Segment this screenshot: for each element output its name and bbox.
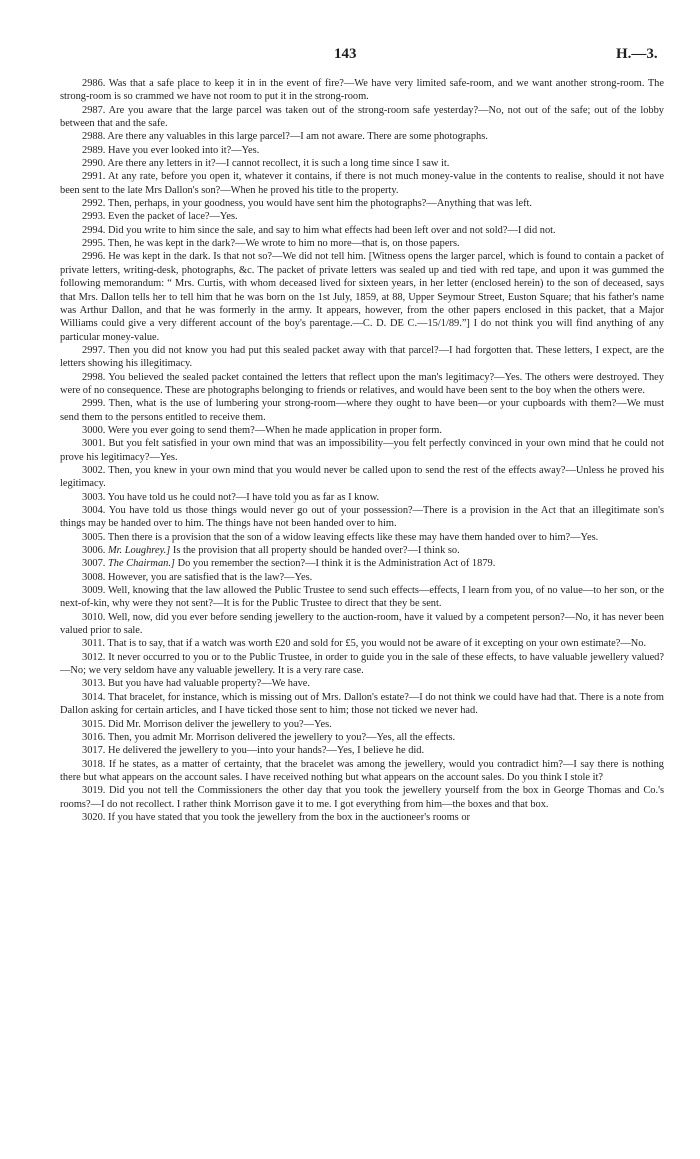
page-header <box>0 46 700 66</box>
question-number: 3019. <box>82 785 106 797</box>
testimony-paragraph <box>60 504 664 531</box>
testimony-paragraph <box>60 584 664 611</box>
testimony-paragraph <box>60 718 664 731</box>
testimony-paragraph <box>60 104 664 131</box>
question-number: 3017. <box>82 745 106 757</box>
question-number: 3016. <box>82 731 106 743</box>
question-number: 3011. <box>82 638 105 650</box>
question-number: 2995. <box>82 238 106 250</box>
question-number: 3004. <box>82 505 106 516</box>
testimony-paragraph <box>60 437 664 464</box>
question-answer-text: Then you did not know you had put this sealed packet away with that parcel?—I had forgotten that. These letters, I expect, are the letters showing his illegitimacy. <box>60 344 664 370</box>
question-number: 2996. <box>82 251 106 263</box>
testimony-paragraph <box>60 250 664 343</box>
question-answer-text: You have told us those things would never go out of your possession?—There is a provision in the Act that an illegitimate son's things may be handed over to him. The things have not been handed over to him. <box>60 505 664 530</box>
question-answer-text: Were you ever going to send them?—When he made application in proper form. <box>107 424 442 436</box>
testimony-paragraph <box>60 731 664 744</box>
question-answer-text: But you have had valuable property?—We have. <box>108 678 310 690</box>
testimony-paragraph <box>60 758 664 785</box>
question-answer-text: Do you remember the section?—I think it is the Administration Act of 1879. <box>174 558 496 570</box>
question-answer-text: Have you ever looked into it?—Yes. <box>108 144 260 156</box>
question-answer-text: Then there is a provision that the son of a widow leaving effects like these may have them handed over to him?—Yes. <box>107 531 599 543</box>
testimony-paragraph <box>60 371 664 398</box>
question-answer-text: Did you write to him since the sale, and say to him what effects had been left over and not sold?—I did not. <box>108 224 556 236</box>
question-number: 3007. <box>82 558 106 570</box>
question-answer-text: Is the provision that all property should be handed over?—I think so. <box>170 545 460 557</box>
question-answer-text: You have told us he could not?—I have told you as far as I know. <box>107 491 380 503</box>
question-number: 3001. <box>82 438 106 450</box>
question-number: 3014. <box>82 691 106 703</box>
question-answer-text: You believed the sealed packet contained the letters that reflect upon the man's legitimacy?—Yes. The others were destroyed. They were of no consequence. These are photographs belonging to friends or relatives, and would have been sent to the boy when the others were. <box>60 371 664 396</box>
question-number: 3009. <box>82 585 106 597</box>
question-answer-text: Then, you admit Mr. Morrison delivered the jewellery to you?—Yes, all the effects. <box>107 731 456 743</box>
question-number: 2987. <box>82 104 106 116</box>
testimony-paragraph <box>60 784 664 811</box>
testimony-paragraph <box>60 637 664 650</box>
testimony-paragraph <box>60 464 664 491</box>
testimony-paragraph <box>60 557 664 570</box>
testimony-paragraph <box>60 491 664 504</box>
question-answer-text: Are there any valuables in this large parcel?—I am not aware. There are some photographs. <box>107 131 488 143</box>
question-number: 3002. <box>82 464 106 476</box>
testimony-paragraph <box>60 344 664 371</box>
testimony-paragraph <box>60 397 664 424</box>
question-number: 2988. <box>82 131 106 143</box>
question-number: 3020. <box>82 811 106 823</box>
question-number: 3000. <box>82 424 106 436</box>
question-answer-text: Then, you knew in your own mind that you would never be called upon to send the rest of the effects away?—Unless he proved his legitimacy. <box>60 464 664 490</box>
question-number: 2992. <box>82 198 106 210</box>
question-answer-text: Then, what is the use of lumbering your strong-room—where they ought to have been—or your cupboards with them?—We must send them to the persons entitled to receive them. <box>60 398 664 423</box>
question-number: 2989. <box>82 144 106 156</box>
testimony-paragraph <box>60 130 664 143</box>
question-answer-text: Did Mr. Morrison deliver the jewellery to you?—Yes. <box>108 718 332 730</box>
speaker-label: Mr. Loughrey.] <box>108 545 171 557</box>
question-answer-text: Then, he was kept in the dark?—We wrote to him no more—that is, on those papers. <box>107 238 460 250</box>
question-answer-text: But you felt satisfied in your own mind that was an impossibility—you felt perfectly convinced in your own mind that he could not prove his legitimacy?—Yes. <box>60 438 664 463</box>
question-answer-text: However, you are satisfied that is the law?—Yes. <box>108 571 313 583</box>
question-answer-text: Well, now, did you ever before sending jewellery to the auction-room, have it valued by a competent person?—No, it has never been valued prior to sale. <box>60 611 664 637</box>
question-number: 3012. <box>82 651 106 663</box>
testimony-paragraph <box>60 744 664 757</box>
speaker-label: The Chairman.] <box>108 558 175 570</box>
question-answer-text: He was kept in the dark. Is that not so?—We did not tell him. [Witness opens the larger parcel, which is found to contain a packet of private letters, writing-desk, photographs, &c. The packet of private letters was sealed up and tied with red tape, and upon it was gummed the following memorandum: “ Mrs. Curtis, with whom deceased lived for sixteen years, in her letter (enclosed herein) to the son of deceased, says that Mrs. Dallon tells her to tell him that he was born on the 1st July, 1859, at 88, Upper Seymour Street, Euston Square; that his father's name was Arthur Dallon, and that he was formerly in the army. It appears, however, from the other papers enclosed in this packet, that a Major Williams could give a very different account of the boy's parentage.—C. D. DE C.—15/1/89.”] I do not think you will find anything of any particular money-value. <box>60 251 664 343</box>
question-answer-text: Did you not tell the Commissioners the other day that you took the jewellery yourself from the box in George Thomas and Co.'s rooms?—I do not recollect. I rather think Morrison gave it to me. I got everything from him—the boxes and that box. <box>60 785 664 810</box>
testimony-paragraph <box>60 571 664 584</box>
question-answer-text: If you have stated that you took the jewellery from the box in the auctioneer's rooms or <box>108 811 470 823</box>
question-answer-text: That is to say, that if a watch was worth £20 and sold for £5, you would not be aware of it excepting on your own estimate?—No. <box>107 638 647 650</box>
question-number: 2993. <box>82 211 106 223</box>
testimony-paragraph <box>60 144 664 157</box>
testimony-paragraph <box>60 677 664 690</box>
question-number: 2994. <box>82 224 106 236</box>
question-number: 2990. <box>82 158 106 170</box>
testimony-paragraph <box>60 811 664 824</box>
testimony-paragraph <box>60 224 664 237</box>
question-answer-text: He delivered the jewellery to you—into your hands?—Yes, I believe he did. <box>108 745 425 757</box>
testimony-body <box>60 77 664 824</box>
paper-reference: H.—3. <box>616 46 658 62</box>
question-answer-text: Then, perhaps, in your goodness, you would have sent him the photographs?—Anything that was left. <box>107 198 533 210</box>
question-number: 3003. <box>82 491 106 503</box>
testimony-paragraph <box>60 611 664 638</box>
question-answer-text: That bracelet, for instance, which is missing out of Mrs. Dallon's estate?—I do not think we could have had that. There is a note from Dallon asking for certain articles, and I have ticked those sent to him; those not ticked we never had. <box>60 691 664 717</box>
testimony-paragraph <box>60 691 664 718</box>
page-number: 143 <box>334 46 357 62</box>
testimony-paragraph <box>60 210 664 223</box>
question-answer-text: If he states, as a matter of certainty, that the bracelet was among the jewellery, would you contradict him?—I say there is nothing there but what appears on the account sales. I have received nothing but what appears on the account sales. Do you think I stole it? <box>60 758 664 783</box>
question-number: 3008. <box>82 571 106 583</box>
question-number: 3015. <box>82 718 106 730</box>
testimony-paragraph <box>60 424 664 437</box>
question-number: 3006. <box>82 545 106 557</box>
question-answer-text: Are you aware that the large parcel was taken out of the strong-room safe yesterday?—No, not out of the safe; out of the lobby between that and the safe. <box>60 104 664 130</box>
question-answer-text: Was that a safe place to keep it in in the event of fire?—We have very limited safe-room, and we want another strong-room. The strong-room is so crammed we have not room to put it in the strong-room. <box>60 78 664 103</box>
question-number: 3018. <box>82 758 106 770</box>
question-answer-text: Are there any letters in it?—I cannot recollect, it is such a long time since I saw it. <box>107 158 450 170</box>
question-answer-text: It never occurred to you or to the Public Trustee, in order to guide you in the sale of these effects, to have valuable jewellery valued?—No; we very seldom have any valuable jewellery. It is a very rare case. <box>60 651 664 677</box>
question-number: 2998. <box>82 371 106 383</box>
testimony-paragraph <box>60 651 664 678</box>
question-number: 2997. <box>82 344 106 356</box>
question-number: 3005. <box>82 531 106 543</box>
testimony-paragraph <box>60 157 664 170</box>
testimony-paragraph <box>60 197 664 210</box>
question-answer-text: Even the packet of lace?—Yes. <box>108 211 238 223</box>
question-number: 2999. <box>82 398 106 410</box>
testimony-paragraph <box>60 77 664 104</box>
question-number: 3010. <box>82 611 106 623</box>
testimony-paragraph <box>60 531 664 544</box>
question-answer-text: At any rate, before you open it, whatever it contains, if there is not much money-value in the contents to realise, should it not have been sent to the late Mrs Dallon's son?—When he proved his title to the property. <box>60 171 664 196</box>
question-number: 2986. <box>82 78 106 89</box>
testimony-paragraph <box>60 544 664 557</box>
testimony-paragraph <box>60 170 664 197</box>
testimony-paragraph <box>60 237 664 250</box>
question-number: 2991. <box>82 171 106 183</box>
question-answer-text: Well, knowing that the law allowed the Public Trustee to send such effects—effects, I learn from you, of no value—to her son, or the next-of-kin, why were they not sent?—It is for the Public Trustee to direct that they be sent. <box>60 585 664 610</box>
question-number: 3013. <box>82 678 106 690</box>
